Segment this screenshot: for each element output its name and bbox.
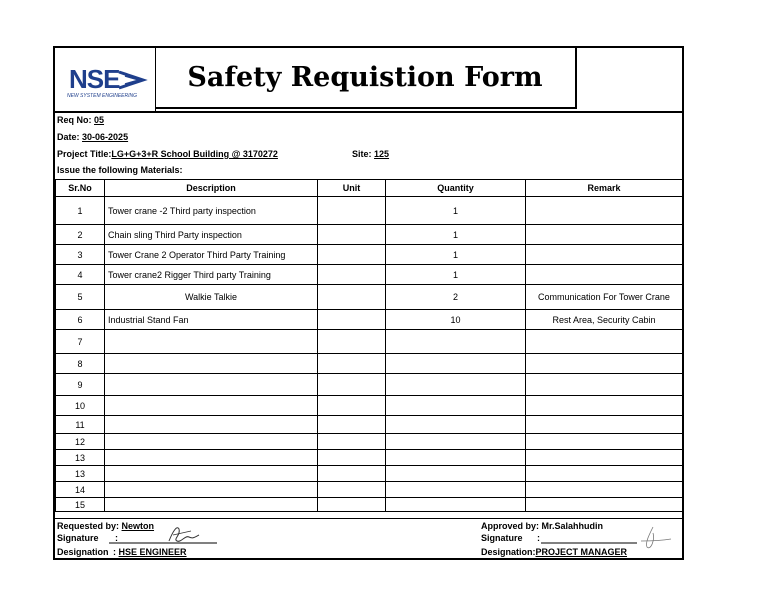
cell-quantity: 1 [386, 197, 526, 225]
cell-description [105, 330, 318, 354]
table-row [56, 285, 683, 310]
req-no-value: 05 [94, 115, 105, 125]
cell-description: Industrial Stand Fan [105, 310, 318, 330]
appr-designation-label: Designation [481, 547, 533, 557]
table-row [56, 466, 683, 482]
company-logo [55, 48, 156, 111]
cell-quantity: 1 [386, 265, 526, 285]
project-title: LG+G+3+R School Building @ 3170272 [111, 149, 278, 159]
cell-remark [526, 225, 683, 245]
cell-remark [526, 482, 683, 498]
header-quantity: Quantity [386, 180, 526, 197]
cell-description [105, 374, 318, 396]
title-cell [155, 48, 577, 109]
cell-unit [318, 482, 386, 498]
table-row [56, 245, 683, 265]
cell-description: Tower Crane 2 Operator Third Party Training [105, 245, 318, 265]
page-title: Safety Requistion Form [187, 62, 543, 93]
logo-text: NSE [69, 64, 120, 94]
cell-description: Walkie Talkie [105, 285, 318, 310]
approved-by-value: Mr.Salahhudin [541, 521, 604, 531]
cell-srno: 9 [56, 374, 105, 396]
table-row [56, 197, 683, 225]
cell-quantity: 1 [386, 225, 526, 245]
cell-unit [318, 330, 386, 354]
cell-srno: 3 [56, 245, 105, 265]
cell-unit [318, 416, 386, 434]
cell-quantity [386, 354, 526, 374]
cell-unit [318, 374, 386, 396]
cell-srno: 15 [56, 498, 105, 512]
cell-quantity [386, 396, 526, 416]
req-signature-label: Signature [57, 533, 99, 543]
cell-description [105, 434, 318, 450]
table-row [56, 416, 683, 434]
cell-description [105, 450, 318, 466]
req-designation-line [57, 547, 187, 557]
cell-unit [318, 310, 386, 330]
cell-srno: 2 [56, 225, 105, 245]
cell-srno: 1 [56, 197, 105, 225]
table-row [56, 374, 683, 396]
materials-table [55, 179, 683, 512]
logo-subtitle: NEW SYSTEM ENGINEERING [67, 93, 138, 99]
cell-remark [526, 416, 683, 434]
cell-quantity [386, 330, 526, 354]
header-remark: Remark [526, 180, 683, 197]
cell-srno: 11 [56, 416, 105, 434]
cell-quantity [386, 498, 526, 512]
cell-srno: 12 [56, 434, 105, 450]
date-line [57, 132, 128, 142]
issue-line [57, 165, 183, 175]
table-row [56, 310, 683, 330]
header-description: Description [105, 180, 318, 197]
site-value: 125 [374, 149, 390, 159]
site-label: Site: [352, 149, 372, 159]
cell-description [105, 416, 318, 434]
cell-description [105, 482, 318, 498]
requested-by-value: Newton [121, 521, 155, 531]
cell-description: Tower crane -2 Third party inspection [105, 197, 318, 225]
cell-srno: 6 [56, 310, 105, 330]
form-footer [55, 518, 682, 559]
cell-quantity [386, 450, 526, 466]
cell-srno: 5 [56, 285, 105, 310]
issue-label: Issue the following Materials: [57, 165, 183, 175]
logo-swoosh-icon [117, 68, 149, 92]
cell-description [105, 396, 318, 416]
project-label: Project Title: [57, 149, 112, 159]
cell-remark [526, 466, 683, 482]
cell-description [105, 354, 318, 374]
table-row [56, 354, 683, 374]
table-row [56, 225, 683, 245]
cell-srno: 4 [56, 265, 105, 285]
cell-unit [318, 396, 386, 416]
header-srno: Sr.No [56, 180, 105, 197]
req-designation-colon: : [113, 547, 117, 557]
table-row [56, 265, 683, 285]
cell-quantity [386, 434, 526, 450]
cell-unit [318, 197, 386, 225]
cell-remark [526, 396, 683, 416]
req-designation-value: HSE ENGINEER [118, 547, 187, 557]
table-row [56, 450, 683, 466]
appr-designation-value: PROJECT MANAGER [535, 547, 628, 557]
table-row [56, 434, 683, 450]
cell-remark [526, 434, 683, 450]
cell-srno: 8 [56, 354, 105, 374]
req-designation-label: Designation [57, 547, 109, 557]
requested-label: Requested by: [57, 521, 120, 531]
cell-remark [526, 498, 683, 512]
cell-unit [318, 285, 386, 310]
cell-description [105, 498, 318, 512]
cell-quantity [386, 374, 526, 396]
table-header-row [56, 180, 683, 197]
cell-remark [526, 330, 683, 354]
cell-remark [526, 245, 683, 265]
cell-srno: 13 [56, 450, 105, 466]
cell-unit [318, 450, 386, 466]
table-row [56, 330, 683, 354]
date-value: 30-06-2025 [82, 132, 129, 142]
appr-signature-colon: : [537, 533, 541, 543]
cell-remark: Communication For Tower Crane [526, 285, 683, 310]
cell-description: Chain sling Third Party inspection [105, 225, 318, 245]
appr-designation-line [481, 547, 627, 557]
cell-quantity [386, 416, 526, 434]
date-label: Date: [57, 132, 80, 142]
cell-quantity: 1 [386, 245, 526, 265]
req-no-line [57, 115, 104, 125]
appr-designation-colon: : [532, 547, 536, 557]
req-signature-colon: : [115, 533, 119, 543]
cell-quantity: 10 [386, 310, 526, 330]
cell-unit [318, 466, 386, 482]
cell-unit [318, 498, 386, 512]
cell-remark [526, 354, 683, 374]
cell-srno: 10 [56, 396, 105, 416]
cell-unit [318, 265, 386, 285]
approved-label: Approved by: [481, 521, 540, 531]
appr-signature-label: Signature [481, 533, 523, 543]
cell-srno: 14 [56, 482, 105, 498]
cell-srno: 7 [56, 330, 105, 354]
cell-quantity [386, 482, 526, 498]
cell-quantity [386, 466, 526, 482]
header-unit: Unit [318, 180, 386, 197]
cell-srno: 13 [56, 466, 105, 482]
requester-signature [107, 521, 219, 545]
cell-unit [318, 434, 386, 450]
site-line [352, 149, 389, 159]
cell-remark [526, 374, 683, 396]
cell-remark [526, 197, 683, 225]
req-no-label: Req No: [57, 115, 92, 125]
cell-unit [318, 354, 386, 374]
table-body [56, 197, 683, 512]
cell-remark [526, 265, 683, 285]
cell-unit [318, 245, 386, 265]
cell-remark: Rest Area, Security Cabin [526, 310, 683, 330]
table-row [56, 482, 683, 498]
requisition-form [53, 46, 684, 560]
cell-description [105, 466, 318, 482]
cell-remark [526, 450, 683, 466]
table-row [56, 498, 683, 512]
cell-description: Tower crane2 Rigger Third party Training [105, 265, 318, 285]
cell-quantity: 2 [386, 285, 526, 310]
appr-signature-line [481, 533, 540, 543]
form-header [55, 48, 682, 113]
cell-unit [318, 225, 386, 245]
project-line [57, 149, 278, 159]
table-row [56, 396, 683, 416]
